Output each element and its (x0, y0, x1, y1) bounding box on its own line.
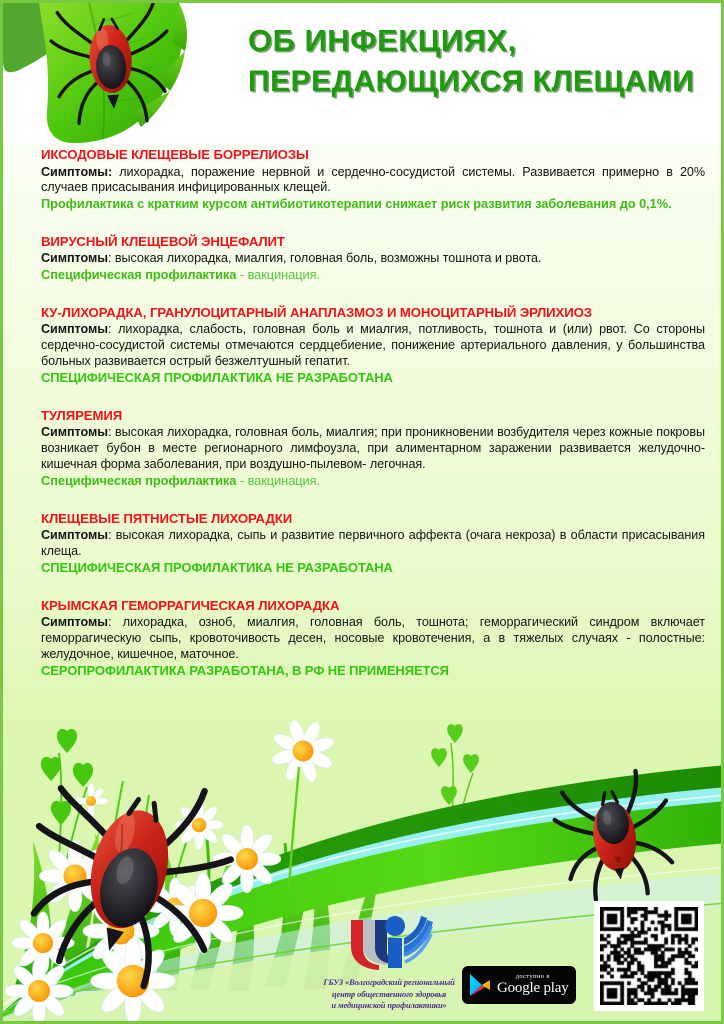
spacer (41, 295, 705, 305)
section-tularemia (41, 408, 705, 490)
section-heading: КУ-ЛИХОРАДКА, ГРАНУЛОЦИТАРНЫЙ АНАПЛАЗМОЗ И МОНОЦИТАРНЫЙ ЭРЛИХИОЗ (41, 304, 592, 320)
symptoms-text: : лихорадка, озноб, миалгия, головная боль, тошнота; геморрагический синдром включает геморрагическую сыпь, кровоточивость десен, носовые кровотечения, а в тяжелых случаях - полостные: желудочное, кишечное, маточное. (41, 615, 705, 661)
symptoms-label: Симптомы (41, 425, 108, 440)
section-heading: ТУЛЯРЕМИЯ (41, 407, 123, 423)
organization-name-line-2: центр общественного здоровья (331, 989, 447, 999)
leaf-with-tick-illustration (3, 3, 258, 143)
page-title (248, 21, 718, 102)
google-play-badge[interactable] (462, 966, 576, 1004)
symptoms-text: : высокая лихорадка, головная боль, миалгия; при проникновении возбудителя через кожные покровы возникает бубон в месте регионарного лимфоузла, при алиментарном заражении развивается желудочно-кишечная форма заболевания, при воздушно-пылевом- легочная. (41, 425, 705, 472)
section-prevention (41, 473, 705, 490)
symptoms-label: Симптомы (41, 528, 108, 542)
spacer (41, 588, 705, 598)
section-symptoms (41, 615, 705, 663)
section-prevention-caps: СПЕЦИФИЧЕСКАЯ ПРОФИЛАКТИКА НЕ РАЗРАБОТАНА (41, 559, 393, 575)
section-spotted-fevers (41, 511, 705, 577)
qr-code[interactable] (594, 901, 704, 1011)
section-heading: КРЫМСКАЯ ГЕМОРРАГИЧЕСКАЯ ЛИХОРАДКА (41, 597, 340, 613)
organization-logo-icon (343, 912, 435, 970)
prevention-bold: Специфическая профилактика (41, 267, 237, 283)
symptoms-label: Симптомы (41, 322, 108, 337)
spacer (41, 224, 705, 234)
symptoms-label: Симптомы: (41, 164, 113, 179)
section-prevention: Профилактика с кратким курсом антибиотикотерапии снижает риск развития заболевания до 0,1%. (41, 196, 672, 212)
section-symptoms (41, 322, 705, 370)
qr-code-canvas (600, 907, 698, 1005)
google-play-triangle-icon (469, 973, 491, 997)
section-encephalitis (41, 234, 705, 284)
section-symptoms (41, 251, 705, 267)
symptoms-text: : высокая лихорадка, сыпь и развитие первичного аффекта (очага некроза) в области присасывания клеща. (41, 528, 705, 558)
section-borreliosis (41, 147, 705, 213)
google-play-big-text: Google play (497, 980, 569, 997)
section-crimean-hemorrhagic-fever (41, 598, 705, 680)
section-symptoms (41, 528, 705, 560)
section-prevention-caps: СПЕЦИФИЧЕСКАЯ ПРОФИЛАКТИКА НЕ РАЗРАБОТАНА (41, 369, 393, 385)
symptoms-label: Симптомы (41, 615, 108, 630)
poster-header (3, 3, 721, 143)
section-heading: ВИРУСНЫЙ КЛЕЩЕВОЙ ЭНЦЕФАЛИТ (41, 233, 285, 249)
organization-name-line-3: и медицинской профилактики» (331, 1000, 447, 1010)
title-line-1: ОБ ИНФЕКЦИЯХ, (248, 23, 517, 58)
prevention-bold: Специфическая профилактика (41, 472, 237, 488)
symptoms-label: Симптомы (41, 251, 108, 266)
section-q-fever-anaplasmosis-ehrlichiosis (41, 305, 705, 387)
section-symptoms (41, 165, 705, 197)
organization-block (299, 912, 479, 1011)
section-heading: ИКСОДОВЫЕ КЛЕЩЕВЫЕ БОРРЕЛИОЗЫ (41, 147, 309, 162)
content-body (3, 147, 724, 691)
google-play-small-text: доступно в (515, 972, 550, 980)
symptoms-text: : высокая лихорадка, миалгия, головная боль, возможны тошнота и рвота. (107, 251, 542, 266)
section-heading: КЛЕЩЕВЫЕ ПЯТНИСТЫЕ ЛИХОРАДКИ (41, 510, 293, 526)
section-prevention (41, 267, 705, 284)
title-line-2: ПЕРЕДАЮЩИХСЯ КЛЕЩАМИ (248, 64, 695, 98)
prevention-light: - вакцинация. (236, 267, 321, 283)
symptoms-text: : лихорадка, слабость, головная боль и миалгия, потливость, тошнота и (или) рвот. Со стороны сердечно-сосудистой системы отмечаются сердцебиение, понижение артериального давления, у большинства больных развивается острый безжелтушный гепатит. (41, 322, 705, 369)
symptoms-text: лихорадка, поражение нервной и сердечно-сосудистой системы. Развивается примерно в 20% случаев присасывания инфицированных клещей. (41, 164, 705, 195)
google-play-label (497, 974, 569, 996)
prevention-light: - вакцинация. (236, 472, 321, 488)
spacer (41, 398, 705, 408)
spacer (41, 501, 705, 511)
section-prevention-caps: СЕРОПРОФИЛАКТИКА РАЗРАБОТАНА, В РФ НЕ ПРИМЕНЯЕТСЯ (41, 662, 449, 678)
organization-name-line-1: ГБУЗ «Волгоградский региональный (323, 978, 455, 988)
section-symptoms (41, 425, 705, 473)
